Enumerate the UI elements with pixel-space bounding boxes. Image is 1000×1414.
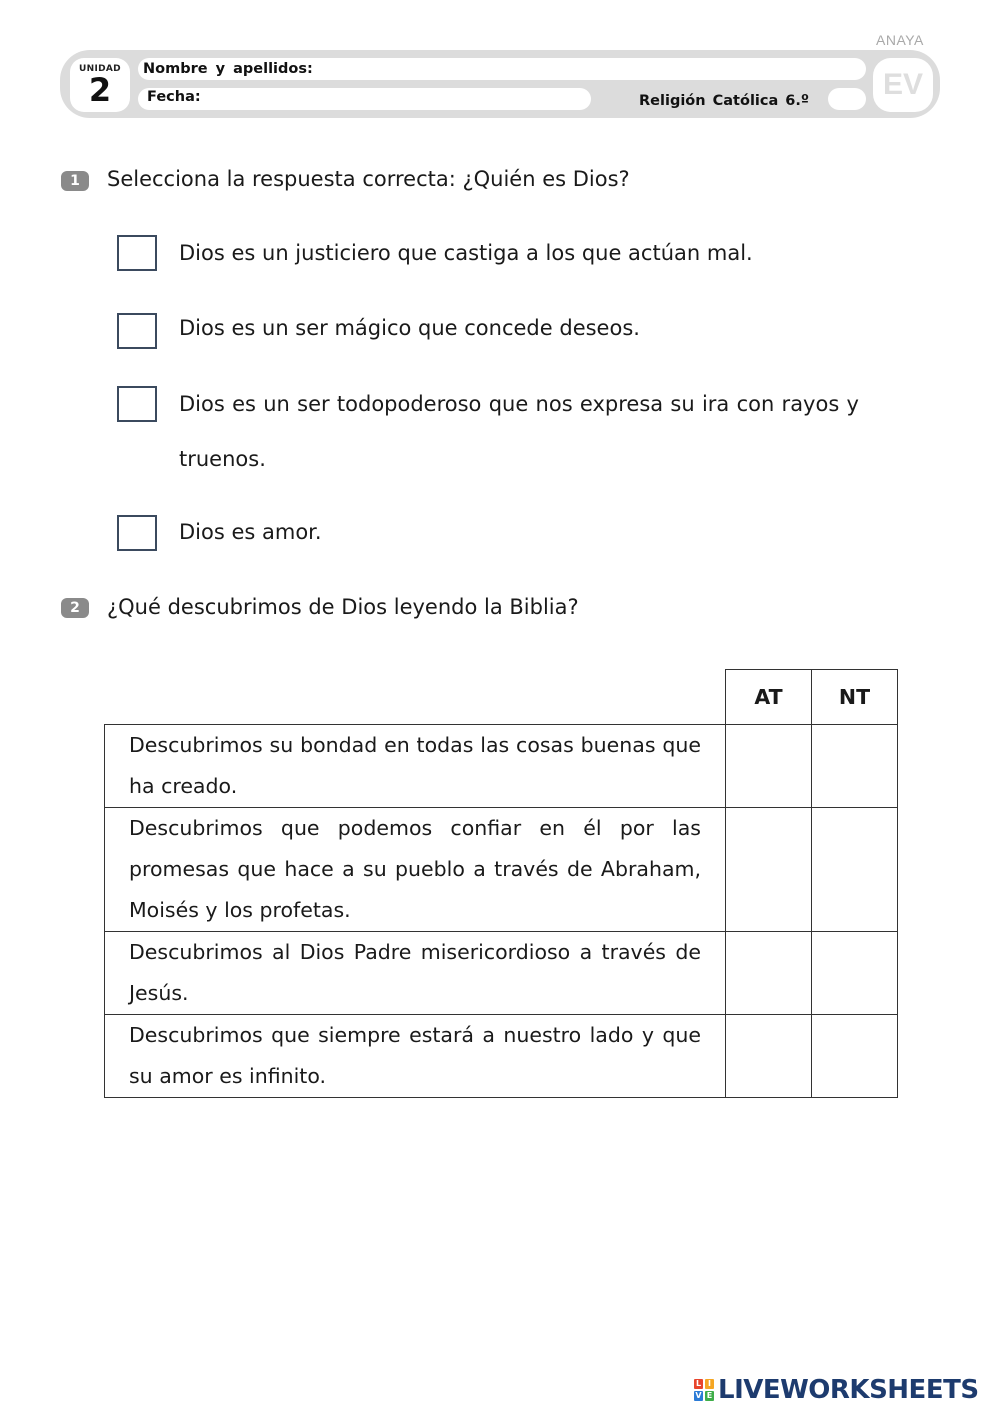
- logo-cell: L: [695, 1379, 702, 1388]
- logo-cell: I: [705, 1379, 714, 1389]
- score-field[interactable]: [828, 88, 866, 110]
- nt-answer-cell[interactable]: [812, 932, 898, 1015]
- at-answer-cell[interactable]: [726, 1015, 812, 1098]
- statement-text: Descubrimos que podemos confiar en él por las promesas que hace a su pueblo a través de Abraham, Moisés y los profetas.: [129, 816, 701, 922]
- name-label: Nombre y apellidos:: [143, 61, 313, 77]
- at-answer-cell[interactable]: [726, 932, 812, 1015]
- statement-text: Descubrimos que siempre estará a nuestro lado y que su amor es infinito.: [129, 1023, 701, 1088]
- footer-brand: [694, 1375, 979, 1405]
- option-1-label: Dios es un justiciero que castiga a los que actúan mal.: [179, 241, 753, 265]
- question-2-text: ¿Qué descubrimos de Dios leyendo la Biblia?: [107, 595, 579, 619]
- option-3-label: Dios es un ser todopoderoso que nos expresa su ira con rayos y truenos.: [179, 392, 859, 471]
- at-answer-cell[interactable]: [726, 808, 812, 932]
- logo-cell: V: [695, 1391, 702, 1400]
- brand-name: LIVEWORKSHEETS: [718, 1375, 979, 1405]
- table-row: [105, 932, 898, 1015]
- unit-badge: [70, 58, 130, 112]
- option-2-label: Dios es un ser mágico que concede deseos.: [179, 316, 640, 340]
- question-1-text: Selecciona la respuesta correcta: ¿Quién es Dios?: [107, 167, 630, 191]
- option-2-checkbox[interactable]: [117, 313, 157, 349]
- logo-cell: E: [706, 1391, 713, 1400]
- option-4-label: Dios es amor.: [179, 520, 322, 544]
- statement-cell: [105, 725, 726, 808]
- unit-label: UNIDAD: [79, 64, 121, 74]
- statement-cell: [105, 1015, 726, 1098]
- table-row: [105, 725, 898, 808]
- column-header-at: AT: [726, 670, 812, 725]
- ev-badge: [873, 58, 933, 112]
- nt-answer-cell[interactable]: [812, 725, 898, 808]
- column-header-nt: NT: [812, 670, 898, 725]
- statement-cell: [105, 808, 726, 932]
- table-row: [105, 808, 898, 932]
- statement-cell: [105, 932, 726, 1015]
- nt-answer-cell[interactable]: [812, 1015, 898, 1098]
- option-1-checkbox[interactable]: [117, 235, 157, 271]
- option-4-checkbox[interactable]: [117, 515, 157, 551]
- header-blank-cell: [105, 670, 726, 725]
- testament-table: [104, 669, 898, 1098]
- ev-label: EV: [882, 68, 924, 101]
- publisher-logo: ANAYA: [876, 32, 924, 48]
- question-2-number: 2: [61, 598, 89, 618]
- at-answer-cell[interactable]: [726, 725, 812, 808]
- question-1-number: 1: [61, 171, 89, 191]
- table-row: [105, 1015, 898, 1098]
- date-label: Fecha:: [147, 89, 201, 105]
- liveworksheets-logo-icon: [694, 1379, 714, 1401]
- date-field[interactable]: [138, 88, 591, 110]
- statement-text: Descubrimos su bondad en todas las cosas buenas que ha creado.: [129, 733, 701, 798]
- option-3-checkbox[interactable]: [117, 386, 157, 422]
- statement-text: Descubrimos al Dios Padre misericordioso a través de Jesús.: [129, 940, 701, 1005]
- table-header-row: [105, 670, 898, 725]
- unit-number: 2: [88, 71, 112, 109]
- subject-label: Religión Católica 6.º: [639, 93, 810, 109]
- nt-answer-cell[interactable]: [812, 808, 898, 932]
